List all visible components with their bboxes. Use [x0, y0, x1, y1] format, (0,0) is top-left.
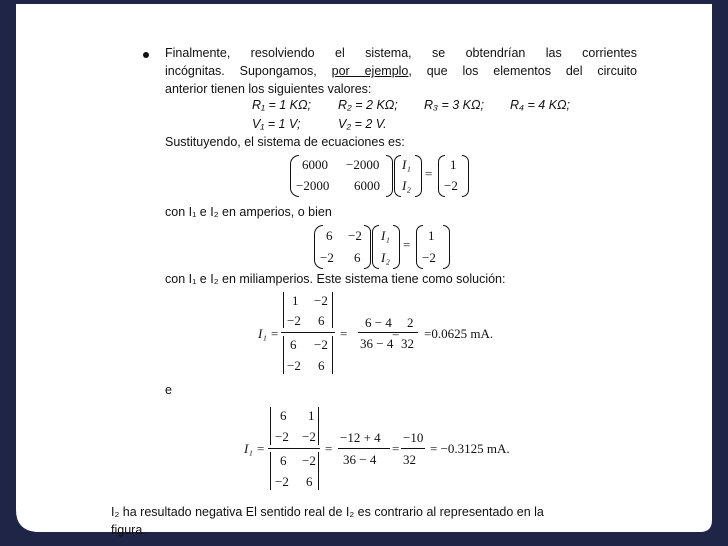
solution1-num-r2c1: −2 — [287, 313, 301, 328]
solution1-result: =0.0625 mA. — [424, 326, 494, 341]
matrix2-a11: 6 — [326, 228, 333, 243]
solution2-den-r1c2: −2 — [302, 453, 316, 468]
solution2-frac2-den: 32 — [403, 452, 416, 467]
value-v1: V₁ = 1 V; — [252, 117, 301, 131]
solution1-num-det-left — [283, 292, 284, 328]
solution1-num-det-right — [332, 292, 333, 328]
solution2-num-r1c1: 6 — [280, 408, 287, 423]
solution1-den-r2c2: 6 — [318, 358, 325, 373]
solution1-equals-1: = — [340, 326, 348, 341]
solution2-result: = −0.3125 mA. — [430, 441, 510, 456]
rhs2-b2: −2 — [422, 250, 436, 265]
rhs1-b2: −2 — [444, 178, 458, 193]
solution2-frac1-num: −12 + 4 — [340, 430, 381, 445]
solution2-num-r1c2: 1 — [308, 408, 315, 423]
solution1-frac1-den: 36 − 4 — [360, 336, 394, 351]
matrix1-equals: = — [425, 166, 433, 181]
intro-line-3: anterior tienen los siguientes valores: — [165, 82, 372, 96]
vector1-right-paren — [415, 155, 422, 197]
matrix2-equals: = — [403, 237, 411, 252]
solution1-den-det-left — [283, 336, 284, 374]
intro-line-2-a: incógnitas. Supongamos, — [165, 64, 317, 78]
solution1-num-r2c2: 6 — [318, 313, 325, 328]
solution1-frac2-num: 2 — [407, 315, 414, 330]
intro-paragraph — [165, 44, 637, 98]
solution1-frac2-den: 32 — [401, 336, 414, 351]
matrix2-a21: −2 — [320, 250, 334, 265]
conclusion-line-2: figura. — [111, 523, 146, 537]
solution2-num-det-left — [270, 407, 271, 445]
solution2-lhs: I₁ = — [244, 441, 265, 456]
solution1-frac1-num: 6 − 4 — [365, 315, 392, 330]
solution2-den-det-left — [270, 452, 271, 490]
solution2-den-r2c2: 6 — [306, 474, 313, 489]
solution1-fraction-bar — [281, 332, 335, 333]
solution2-den-det-right — [318, 452, 319, 490]
solution1-den-r1c1: 6 — [290, 337, 297, 352]
solution2-frac2-num: −10 — [403, 430, 424, 445]
solution2-num-r2c2: −2 — [302, 429, 316, 444]
vector2-right-paren — [393, 225, 400, 269]
value-r3: R₃ = 3 KΩ; — [424, 98, 484, 112]
solution1-frac2-bar — [398, 332, 418, 333]
vector1-x2: I₂ — [402, 178, 411, 193]
intro-line-2-b: , que los elementos del circuito — [408, 64, 637, 78]
solution2-frac2-bar — [401, 448, 425, 449]
matrix1-a11: 6000 — [302, 157, 328, 172]
solution1-num-r1c1: 1 — [292, 293, 299, 308]
solution2-equals-1: = — [325, 441, 333, 456]
rhs2-right-paren — [443, 225, 450, 269]
intro-line-1: Finalmente, resolviendo el sistema, se obtendrían las corrientes — [165, 46, 637, 60]
matrix1-right-paren — [386, 155, 393, 197]
value-v2: V₂ = 2 V. — [338, 117, 387, 131]
solution1-num-r1c2: −2 — [314, 293, 328, 308]
matrix1-a22: 6000 — [354, 178, 380, 193]
solution2-num-r2c1: −2 — [275, 429, 289, 444]
solution1-den-r1c2: −2 — [314, 337, 328, 352]
value-r4: R₄ = 4 KΩ; — [510, 98, 571, 112]
vector2-left-paren — [372, 225, 379, 269]
vector1-left-paren — [394, 155, 401, 197]
matrix2-a22: 6 — [354, 250, 361, 265]
vector2-x1: I₁ — [381, 228, 390, 243]
solution1-lhs: I₁ = — [258, 326, 279, 341]
solution2-den-r2c1: −2 — [275, 474, 289, 489]
solution1-equals-2: = — [392, 326, 400, 341]
matrix1-a21: −2000 — [296, 178, 330, 193]
bullet-dot — [143, 52, 149, 58]
solution2-frac1-den: 36 − 4 — [343, 452, 377, 467]
matrix2-right-paren — [364, 225, 371, 269]
solution2-fraction-bar — [268, 448, 320, 449]
sustituyendo-text: Sustituyendo, el sistema de ecuaciones es: — [165, 135, 405, 149]
solution2-den-r1c1: 6 — [280, 453, 287, 468]
matrix2-a12: −2 — [348, 228, 362, 243]
vector1-x1: I₁ — [402, 157, 411, 172]
conclusion-line-1: I₂ ha resultado negativa El sentido real de I₂ es contrario al representado en la — [111, 505, 544, 519]
value-r1: R₁ = 1 KΩ; — [252, 98, 311, 112]
solution2-frac1-bar — [338, 448, 390, 449]
solution2-num-det-right — [318, 407, 319, 445]
por-ejemplo-link[interactable]: por ejemplo — [331, 64, 409, 78]
solution1-den-det-right — [332, 336, 333, 374]
rhs1-b1: 1 — [450, 157, 457, 172]
amperios-text: con I₁ e I₂ en amperios, o bien — [165, 205, 332, 219]
rhs2-b1: 1 — [428, 228, 435, 243]
miliamperios-text: con I₁ e I₂ en miliamperios. Este sistema tiene como solución: — [165, 272, 506, 286]
value-r2: R₂ = 2 KΩ; — [338, 98, 398, 112]
vector2-x2: I₂ — [381, 250, 390, 265]
matrix1-a12: −2000 — [346, 157, 380, 172]
rhs1-right-paren — [462, 155, 469, 197]
solution1-den-r2c1: −2 — [287, 358, 301, 373]
e-text: e — [165, 383, 172, 397]
solution2-equals-2: = — [392, 441, 400, 456]
intro-line-2 — [165, 62, 637, 80]
